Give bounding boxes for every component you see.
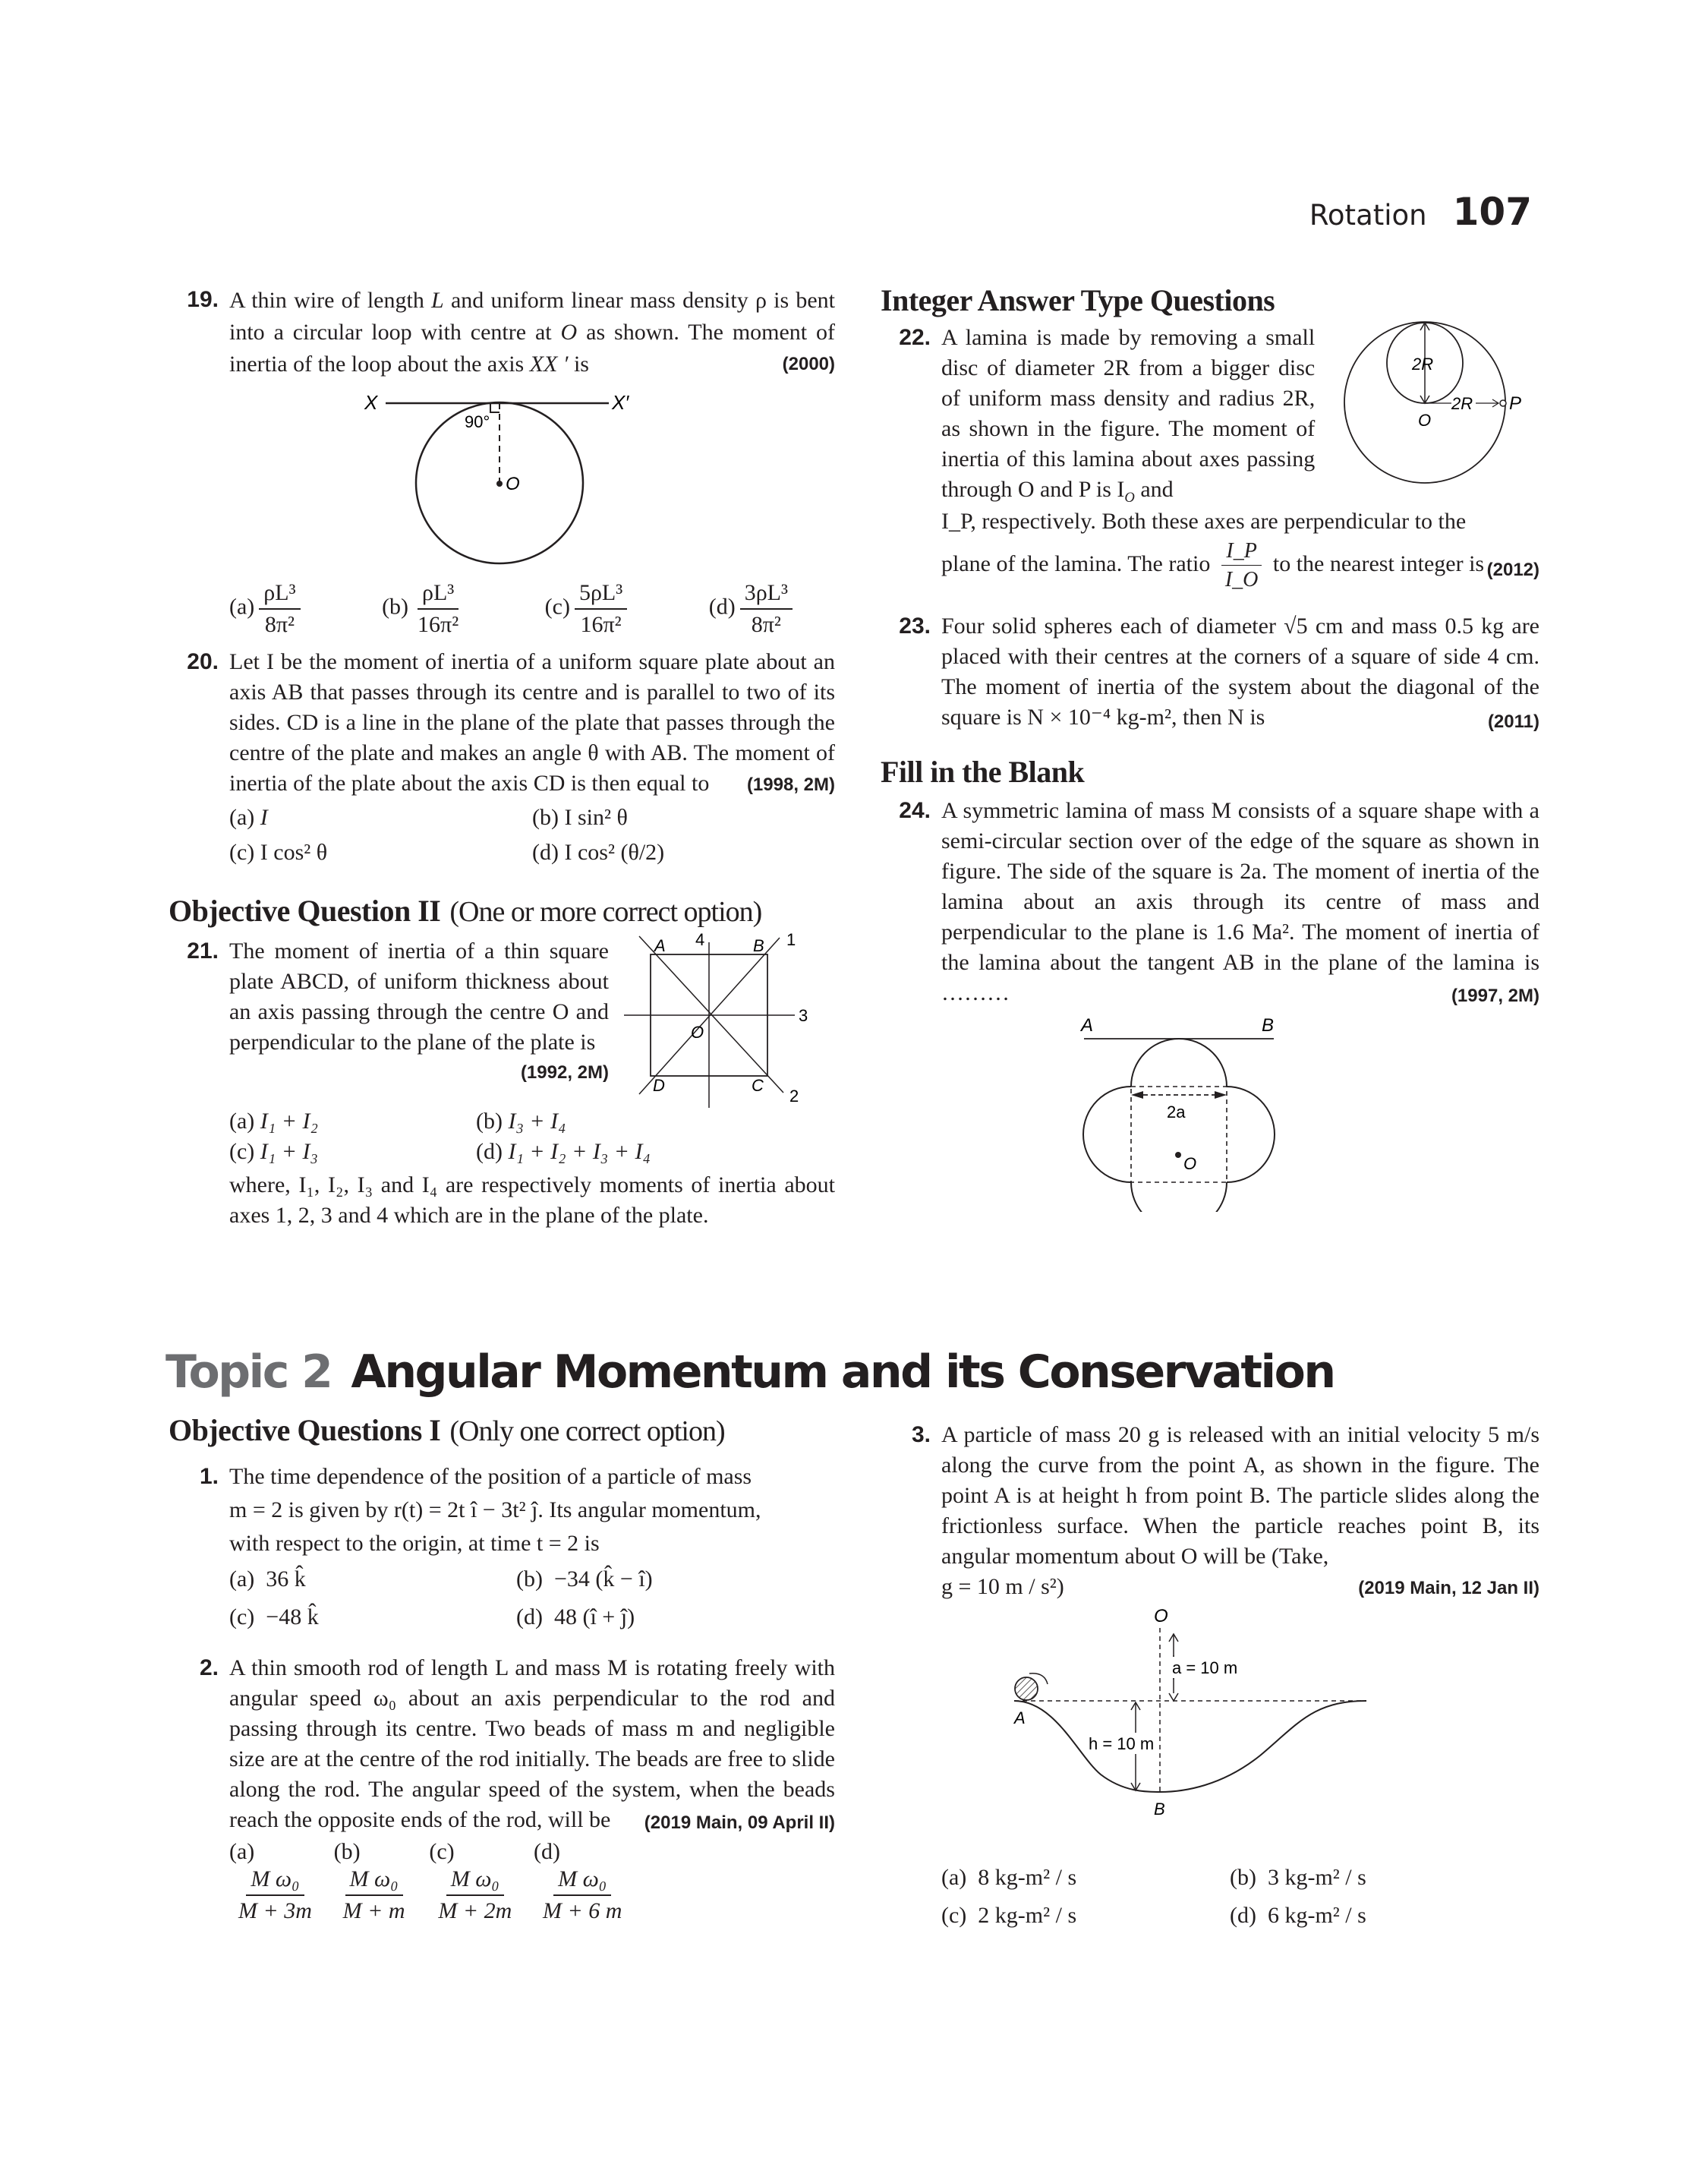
numerator: ρL³ (259, 581, 300, 610)
semicircle-bottom (1131, 1182, 1227, 1212)
fraction (740, 581, 793, 636)
var: L (431, 288, 444, 313)
option-a[interactable] (229, 1837, 334, 1923)
option-text: I₁ + I₂ (260, 1109, 318, 1134)
option-b[interactable] (382, 581, 468, 636)
option-d[interactable] (532, 835, 835, 870)
option-label: (a) (229, 594, 255, 620)
question-text (229, 647, 835, 799)
option-c[interactable] (429, 1837, 534, 1923)
semicircle-left (1083, 1087, 1131, 1182)
numerator: M ω₀ (345, 1867, 403, 1896)
option-label: (c) (941, 1903, 967, 1928)
option-text: I₁ + I₃ (260, 1139, 318, 1164)
text: A thin wire of length (229, 288, 424, 313)
question-text-line2: m = 2 is given by r(t) = 2t î − 3t² ĵ. Its angular momentum, (229, 1497, 761, 1522)
text: A particle of mass 20 g is released with an initial velocity 5 m/s along the curve from the point A, as shown in the figure. The point A is at height h from point B. The particle slides along the frictionless surface. When the particle reaches point B, its angular momentum about O will be (Take, (941, 1422, 1539, 1569)
option-d[interactable] (709, 581, 797, 636)
text: The moment of inertia of a thin square plate ABCD, of uniform thickness about an axis passing through the centre O and perpendicular to the plane of the plate is (229, 939, 609, 1055)
option-a[interactable] (229, 1560, 516, 1598)
section-heading-integer: Integer Answer Type Questions (881, 283, 1275, 317)
option-a[interactable] (229, 1106, 476, 1137)
option-text: 48 (î + ĵ) (553, 1604, 635, 1629)
option-c[interactable] (941, 1897, 1230, 1935)
section-title: Objective Questions I (169, 1413, 441, 1447)
question-text (941, 611, 1539, 733)
text: g = 10 m / s²) (941, 1574, 1064, 1599)
text: bent into a circular loop with centre at (229, 288, 836, 345)
denominator: I_O (1224, 568, 1259, 592)
option-label: (a) (229, 1566, 255, 1592)
text: as shown. The (586, 320, 723, 345)
label-h-10m: h = 10 m (1089, 1734, 1155, 1753)
question-number: 20. (187, 649, 219, 674)
text: A lamina is made by removing a small disc of diameter 2R from a bigger disc of uniform mass density and radius 2R, as shown in the figure. The moment of inertia of this lamina about axes passing through O and P is I (941, 325, 1316, 502)
frictionless-curve (1014, 1701, 1366, 1792)
options (229, 581, 835, 636)
question-number: 22. (899, 325, 931, 350)
option-text: I cos² θ (260, 840, 328, 865)
option-b[interactable] (532, 800, 835, 835)
option-label: (c) (429, 1839, 455, 1864)
var: O (560, 320, 578, 345)
option-label: (b) (333, 1839, 361, 1864)
label-b: B (753, 936, 764, 955)
page-number: 107 (1452, 190, 1532, 234)
numerator: M ω₀ (246, 1867, 304, 1896)
label-d: D (653, 1076, 665, 1095)
option-label: (d) (516, 1604, 543, 1629)
text: is (573, 352, 589, 377)
topic2-right-column (881, 1420, 1539, 1935)
left-column (169, 285, 835, 1231)
topic-title: Angular Momentum and its Conservation (351, 1345, 1335, 1399)
question-text-line3: with respect to the origin, at time t = 2 is (229, 1531, 600, 1556)
text: to the nearest integer is (1272, 550, 1485, 576)
question-text (941, 1420, 1539, 1604)
year-tag: (2012) (1486, 560, 1539, 580)
fraction (234, 1867, 317, 1923)
question-number: 3. (911, 1422, 931, 1447)
question-21 (169, 933, 835, 1231)
year-tag: (2019 Main, 09 April II) (644, 1812, 835, 1833)
option-text: I₃ + I₄ (508, 1109, 566, 1134)
option-label: (c) (229, 1139, 255, 1164)
arrow-right (1215, 1091, 1227, 1099)
option-label: (d) (532, 840, 559, 865)
question-3 (881, 1420, 1539, 1935)
option-label: (c) (544, 594, 570, 620)
numerator: M ω₀ (446, 1867, 504, 1896)
label-axis-4: 4 (695, 933, 705, 949)
option-d[interactable] (476, 1137, 835, 1167)
option-label: (d) (1230, 1903, 1256, 1928)
text: Four solid spheres each of diameter √5 cm and mass 0.5 kg are placed with their centres at the corners of a square of side 4 cm. The moment of inertia of the system about the diagonal of the square is N × 10⁻⁴ kg-m², then N is (941, 613, 1539, 730)
numerator: M ω₀ (553, 1867, 611, 1896)
center-dot (496, 481, 503, 487)
arrow-left (1131, 1091, 1143, 1099)
point-p (1500, 400, 1506, 406)
section-title: Objective Question II (169, 894, 441, 928)
label-b: B (1154, 1800, 1165, 1819)
option-c[interactable] (229, 835, 532, 870)
text: and uniform linear mass density ρ is (450, 288, 789, 313)
year-tag: (1997, 2M) (1451, 985, 1539, 1006)
label-a: A (1014, 1708, 1026, 1727)
label-b: B (1262, 1014, 1275, 1036)
label-2r-radius: 2R (1451, 394, 1473, 413)
option-label: (c) (229, 840, 255, 865)
year-tag: (1998, 2M) (746, 774, 835, 795)
question-number: 21. (187, 939, 219, 964)
denominator: M + 3m (238, 1898, 312, 1923)
center-dot (1175, 1152, 1181, 1158)
option-text: 36 k̂ (266, 1566, 306, 1592)
question-text (229, 936, 609, 1115)
year-tag: (2000) (782, 354, 835, 374)
section-subtitle: (Only one correct option) (449, 1415, 725, 1447)
question-19 (169, 285, 835, 636)
options (229, 1560, 835, 1636)
numerator: I_P (1221, 540, 1261, 566)
denominator: M + m (342, 1898, 405, 1923)
question-text (229, 1653, 835, 1835)
question-number: 23. (899, 613, 931, 639)
question-note: where, I₁, I₂, I₃ and I₄ are respectively moments of inertia about axes 1, 2, 3 and 4 which are in the plane of the plate. (229, 1172, 835, 1228)
option-label: (b) (382, 594, 409, 620)
option-text: 2 kg-m² / s (978, 1903, 1077, 1928)
denominator: 8π² (751, 611, 781, 637)
question-text-line1: The time dependence of the position of a particle of mass (229, 1464, 752, 1489)
denominator: M + 6 m (542, 1898, 622, 1923)
option-text: I cos² (θ/2) (564, 840, 665, 865)
text: moment of inertia of the loop about the axis (229, 320, 836, 377)
option-text: I (260, 805, 268, 830)
option-label: (d) (708, 594, 736, 620)
text: and (1140, 477, 1174, 502)
label-axis-2: 2 (789, 1087, 799, 1106)
option-label: (b) (516, 1566, 543, 1592)
denominator: 16π² (580, 611, 622, 637)
section-heading-objective-ii (169, 893, 835, 929)
label-2r-small: 2R (1412, 355, 1434, 374)
option-text: I sin² θ (564, 805, 628, 830)
options (229, 800, 835, 870)
topic2-left-column (169, 1412, 835, 1923)
year-tag: (2019 Main, 12 Jan II) (1358, 1578, 1539, 1598)
text: plane of the lamina. The ratio (941, 550, 1211, 576)
label-a: A (1081, 1014, 1094, 1036)
option-a[interactable] (941, 1859, 1230, 1897)
running-header (1309, 190, 1532, 234)
label-a: A (654, 936, 666, 955)
option-label: (c) (229, 1604, 255, 1629)
right-angle-mark (490, 403, 499, 412)
question-22 (881, 323, 1539, 591)
question-1 (169, 1460, 835, 1636)
question-last-line (941, 1572, 1539, 1604)
fraction (339, 1867, 410, 1923)
question-number: 1. (199, 1464, 219, 1489)
label-a-10m: a = 10 m (1172, 1658, 1238, 1677)
topic-number: Topic 2 (165, 1345, 332, 1399)
particle (1015, 1677, 1038, 1700)
option-d[interactable] (1230, 1897, 1539, 1935)
question-ratio-line (941, 540, 1539, 591)
option-a[interactable] (229, 581, 305, 636)
option-b[interactable] (334, 1837, 430, 1923)
fraction (575, 581, 627, 636)
option-label: (a) (229, 805, 255, 830)
question-body (941, 323, 1539, 505)
question-body (229, 933, 835, 1115)
question-text (941, 796, 1539, 1008)
arrow-head (1169, 1693, 1178, 1701)
var: XX ′ (529, 352, 569, 377)
label-c: C (752, 1076, 764, 1095)
lamina-disc-figure (1338, 315, 1539, 490)
option-d[interactable] (516, 1598, 835, 1636)
option-label: (d) (533, 1839, 560, 1864)
option-text: 6 kg-m² / s (1267, 1903, 1366, 1928)
option-c[interactable] (229, 1137, 476, 1167)
question-number: 19. (187, 287, 219, 312)
text: A thin smooth rod of length L and mass M is rotating freely with angular speed ω₀ about an axis perpendicular to the rod and passing through its centre. Two beads of mass m and negligible size are at the centre of the rod initially. The beads are free to slide along the rod. The angular speed of the system, when the beads reach the opposite ends of the rod, will be (229, 1655, 835, 1832)
center-label: O (506, 474, 520, 494)
year-tag: (2011) (1487, 711, 1539, 732)
question-text-cont: I_P, respectively. Both these axes are perpendicular to the (941, 509, 1467, 534)
label-x-prime: X′ (612, 391, 629, 414)
curve-figure (1010, 1604, 1435, 1862)
loop-figure (358, 388, 662, 578)
fraction (433, 1867, 516, 1923)
numerator: ρL³ (418, 581, 459, 610)
option-text: −48 k̂ (266, 1604, 319, 1629)
option-a[interactable] (229, 800, 532, 835)
question-number: 2. (199, 1655, 219, 1680)
numerator: 5ρL³ (575, 581, 627, 610)
numerator: 3ρL³ (740, 581, 793, 610)
section-subtitle: (One or more correct option) (449, 896, 762, 928)
right-column (881, 282, 1539, 1212)
label-o: O (1154, 1606, 1168, 1626)
symmetric-lamina-figure (1063, 1014, 1290, 1212)
options (229, 1106, 835, 1167)
option-b[interactable] (1230, 1859, 1539, 1897)
option-label: (d) (476, 1139, 503, 1164)
question-20 (169, 647, 835, 870)
label-2a: 2a (1167, 1102, 1186, 1121)
option-label: (a) (229, 1839, 255, 1864)
subscript: O (1124, 490, 1135, 506)
options (229, 1837, 644, 1923)
option-c[interactable] (229, 1598, 516, 1636)
option-c[interactable] (545, 581, 632, 636)
label-axis-3: 3 (799, 1006, 808, 1025)
topic-heading (165, 1345, 1335, 1399)
fraction (259, 581, 300, 636)
chapter-title: Rotation (1309, 199, 1427, 232)
fraction (413, 581, 463, 636)
denominator: M + 2m (438, 1898, 512, 1923)
question-23 (881, 611, 1539, 733)
text: A symmetric lamina of mass M consists of a square shape with a semi-circular section over of the edge of the square as shown in figure. The side of the square is 2a. The moment of inertia of the lamina about an axis through its centre of mass and perpendicular to the plane is 1.6 Ma². The moment of inertia of the lamina about the tangent AB in the plane of the lamina is ……… (941, 797, 1539, 1005)
question-text (941, 323, 1315, 505)
label-p: P (1509, 393, 1522, 414)
angle-label: 90° (465, 412, 490, 431)
option-label: (b) (476, 1109, 503, 1134)
options (941, 1859, 1539, 1935)
option-b[interactable] (476, 1106, 835, 1137)
denominator: 8π² (264, 611, 295, 637)
option-d[interactable] (534, 1837, 644, 1923)
label-x: X (364, 391, 378, 414)
option-label: (b) (532, 805, 559, 830)
option-label: (a) (941, 1865, 967, 1890)
label-o: O (1418, 411, 1432, 430)
fraction (538, 1867, 626, 1923)
square-plate-figure (624, 933, 821, 1115)
ratio-fraction (1221, 540, 1263, 591)
label-axis-1: 1 (786, 933, 796, 949)
option-text: I₁ + I₂ + I₃ + I₄ (508, 1139, 651, 1164)
semicircle-right (1227, 1087, 1275, 1182)
option-text: 3 kg-m² / s (1267, 1865, 1366, 1890)
denominator: 16π² (418, 611, 459, 637)
question-2 (169, 1653, 835, 1923)
question-text (229, 285, 835, 380)
label-o: O (1183, 1153, 1197, 1173)
semicircle-top (1131, 1039, 1227, 1087)
question-24 (881, 796, 1539, 1212)
option-label: (b) (1230, 1865, 1256, 1890)
question-number: 24. (899, 797, 931, 823)
option-label: (a) (229, 1109, 255, 1134)
label-o: O (691, 1023, 704, 1042)
option-text: −34 (k̂ − î) (553, 1566, 653, 1592)
section-heading-objective-i (169, 1412, 835, 1448)
square-dashed (1131, 1087, 1227, 1182)
option-b[interactable] (516, 1560, 835, 1598)
option-text: 8 kg-m² / s (978, 1865, 1077, 1890)
year-tag: (1992, 2M) (520, 1062, 609, 1083)
text: Let I be the moment of inertia of a uniform square plate about an axis AB that passes through its centre and is parallel to two of its sides. CD is a line in the plane of the plate that passes through the centre of the plate and makes an angle θ with AB. The moment of inertia of the plate about the axis CD is then equal to (229, 649, 835, 796)
section-heading-fill-blank: Fill in the Blank (881, 754, 1085, 789)
